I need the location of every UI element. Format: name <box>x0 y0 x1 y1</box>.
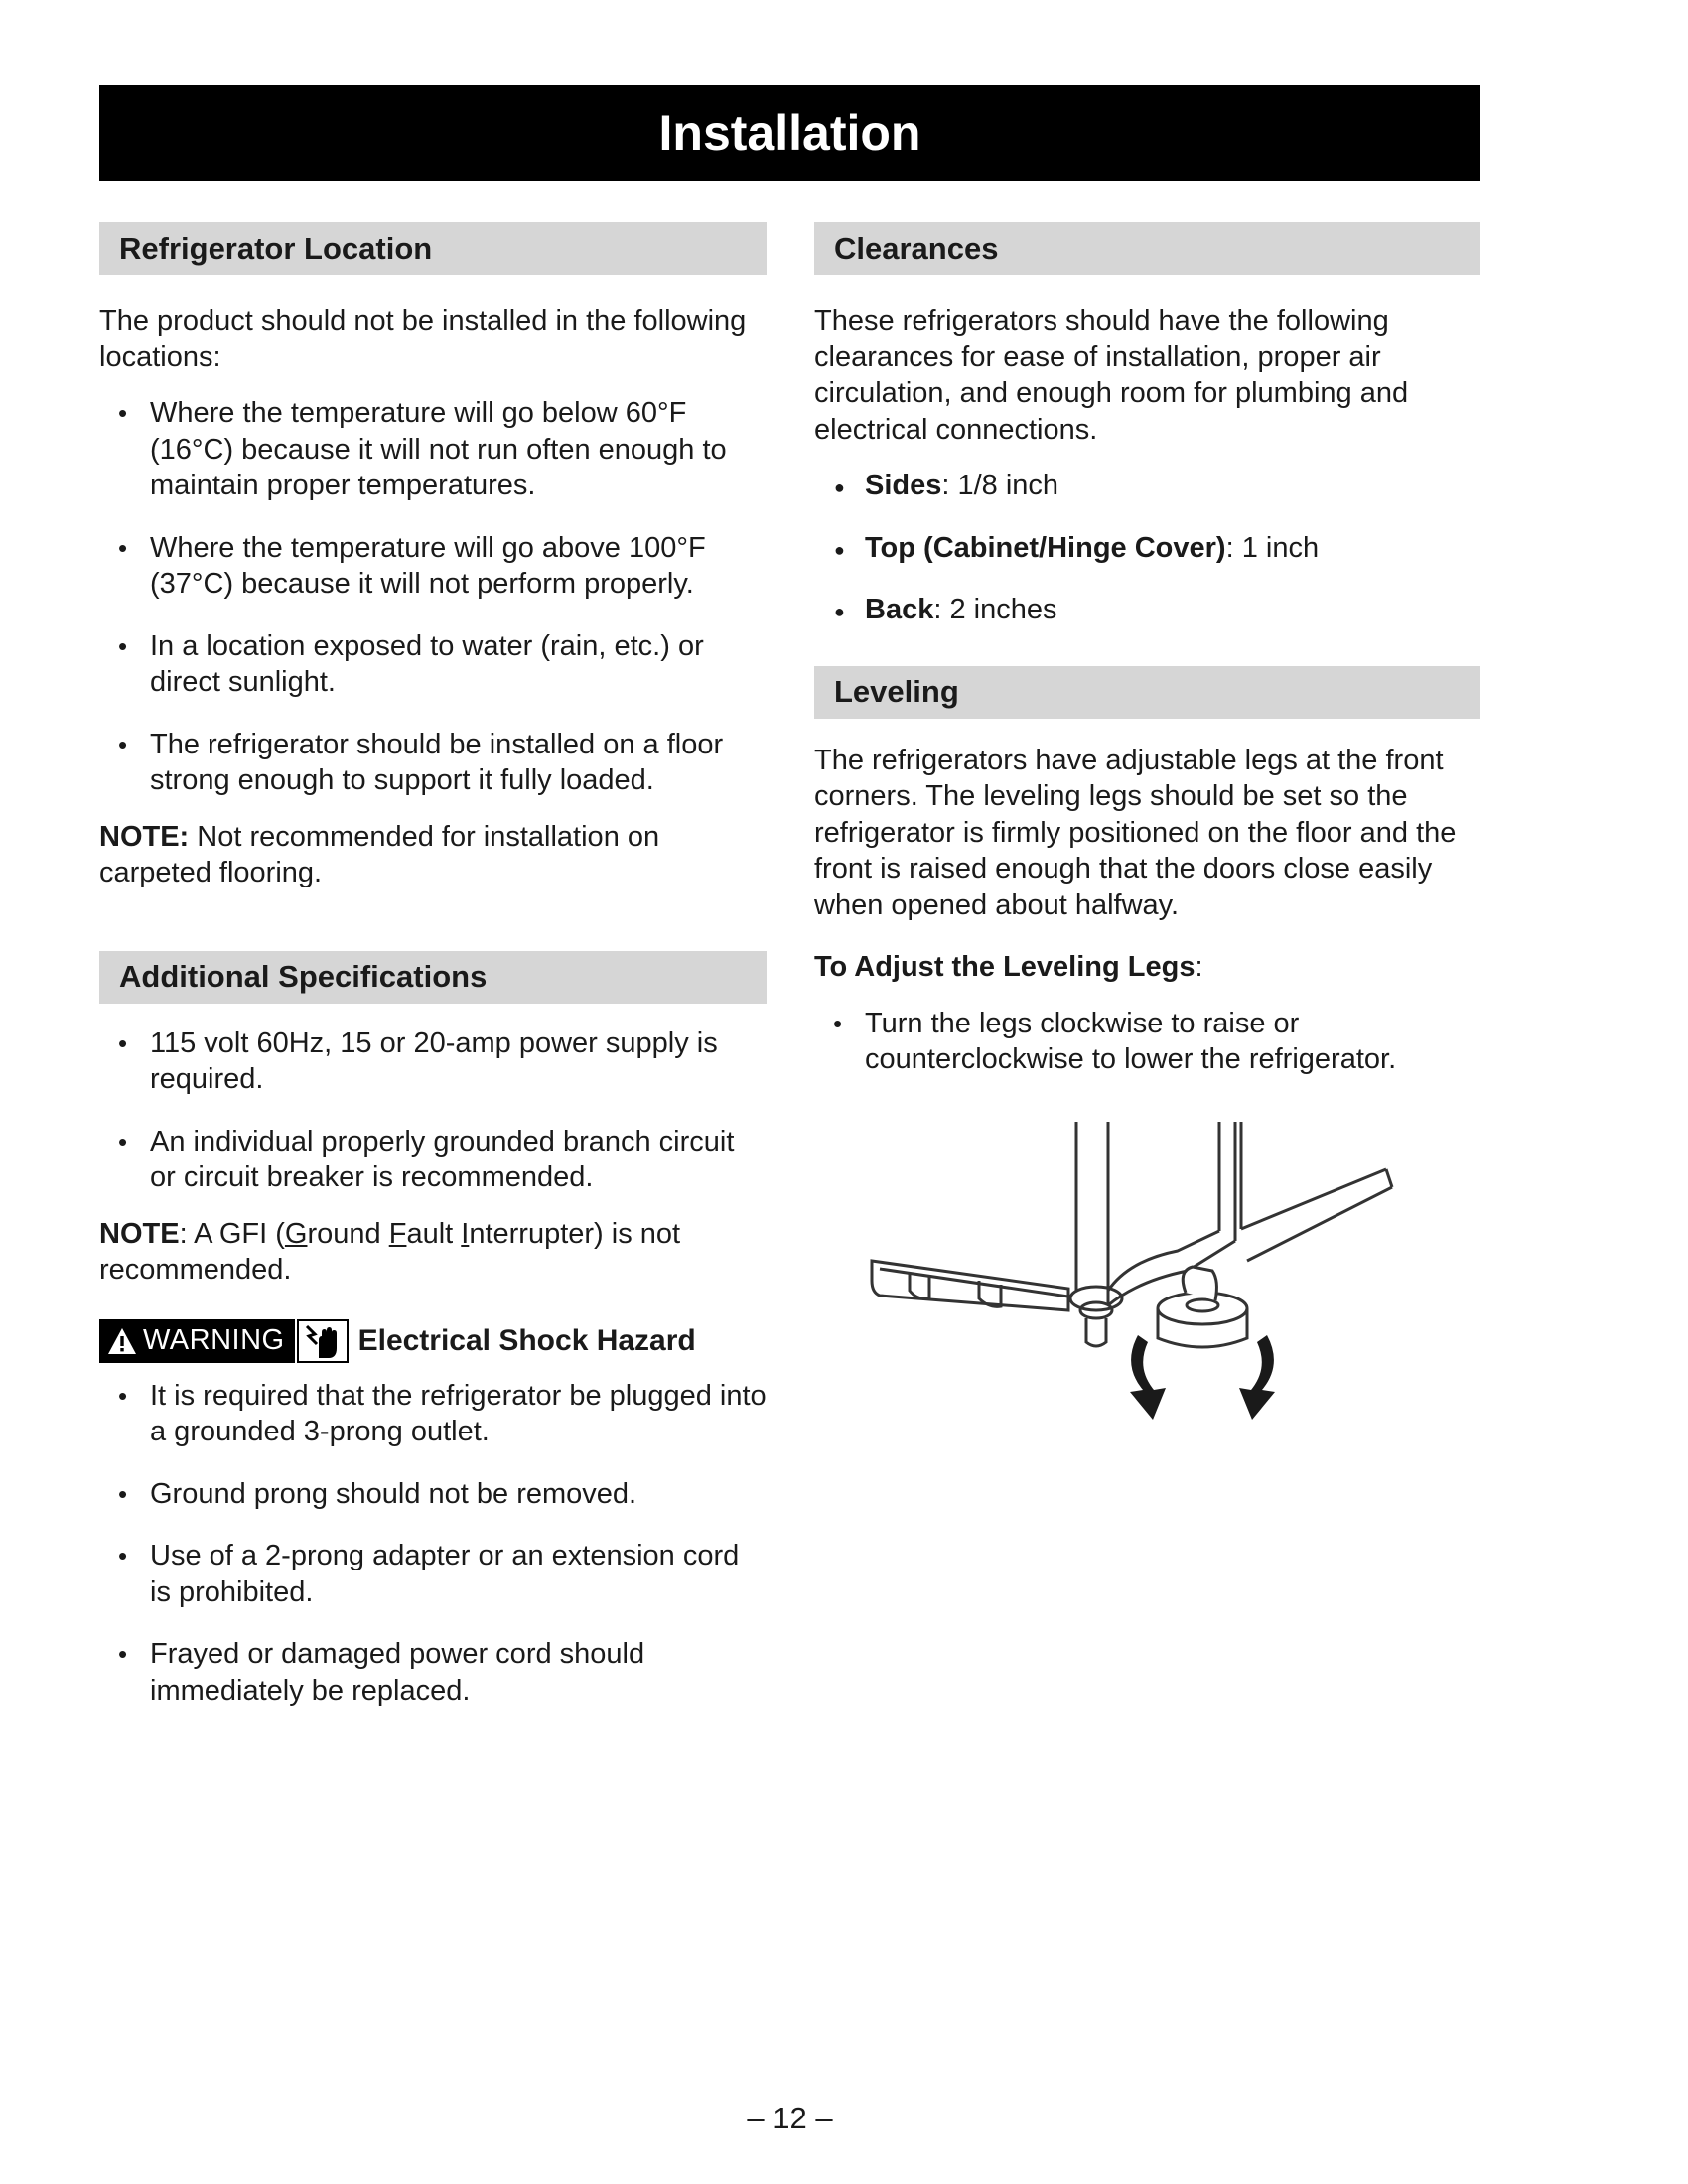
subheading-label: To Adjust the Leveling Legs <box>814 951 1196 983</box>
page-number: – 12 – <box>747 2101 833 2135</box>
note-text: G <box>284 1217 308 1250</box>
clearance-label: Sides <box>865 470 942 501</box>
clearance-label: Back <box>865 594 934 625</box>
page-title: Installation <box>658 105 921 161</box>
clearance-label: Top (Cabinet/Hinge Cover) <box>865 531 1226 564</box>
list-item: • In a location exposed to water (rain, etc.) or direct sunlight. <box>99 628 767 701</box>
clearance-item-sides <box>814 468 1480 504</box>
list-item: • Frayed or damaged power cord should immediately be replaced. <box>99 1636 767 1708</box>
note-text: round <box>307 1217 389 1250</box>
clearance-value: : 2 inches <box>933 594 1057 625</box>
warning-triangle-icon <box>107 1327 137 1355</box>
list-item: • An individual properly grounded branch circuit or circuit breaker is recommended. <box>99 1124 767 1196</box>
leveling-intro: The refrigerators have adjustable legs at the front corners. The leveling legs should be set so the refrigerator is firmly positioned on the floor and the front is raised enough that the doors close easily when opened about halfway. <box>814 744 1457 921</box>
location-note <box>99 819 767 891</box>
note-label: NOTE: <box>99 820 190 853</box>
section-heading-clearances: Clearances <box>814 222 1480 275</box>
note-text: : A GFI ( <box>179 1217 285 1250</box>
clearance-value: : 1/8 inch <box>941 470 1059 501</box>
list-item: • Turn the legs clockwise to raise or counterclockwise to lower the refrigerator. <box>814 1006 1480 1078</box>
note-text: I <box>461 1217 470 1250</box>
leveling-leg-illustration <box>870 1122 1398 1449</box>
note-label: NOTE <box>99 1217 180 1250</box>
location-intro: The product should not be installed in the following locations: <box>99 305 747 373</box>
clearance-value: : 1 inch <box>1225 531 1320 564</box>
list-item: • Where the temperature will go below 60°F (16°C) because it will not run often enough to maintain proper temperatures. <box>99 395 767 504</box>
gfi-note <box>99 1216 767 1289</box>
clearance-item-back <box>814 592 1480 628</box>
section-heading-additional-specifications: Additional Specifications <box>99 951 767 1004</box>
location-list <box>99 395 767 799</box>
list-item: • The refrigerator should be installed on a floor strong enough to support it fully loaded. <box>99 727 767 799</box>
warning-label: WARNING <box>143 1324 285 1356</box>
warning-title: Electrical Shock Hazard <box>357 1323 696 1357</box>
note-text: nterrupter) is not recommended. <box>99 1217 681 1286</box>
electrical-shock-hand-icon <box>297 1319 349 1363</box>
warning-list <box>99 1378 767 1709</box>
clearance-item-top <box>814 530 1480 567</box>
page-title-banner <box>99 85 1480 181</box>
leveling-subheading <box>814 949 1480 986</box>
note-text: ault <box>406 1217 462 1250</box>
leveling-list <box>814 1006 1480 1078</box>
note-text: F <box>388 1217 407 1250</box>
left-column <box>99 222 767 1734</box>
right-column <box>814 222 1480 1104</box>
specifications-list <box>99 1025 767 1196</box>
clearances-list <box>814 468 1480 628</box>
section-heading-leveling: Leveling <box>814 666 1480 719</box>
list-item: • Use of a 2-prong adapter or an extension cord is prohibited. <box>99 1538 767 1610</box>
note-text: Not recommended for installation on carpeted flooring. <box>99 820 660 888</box>
warning-badge <box>99 1319 295 1363</box>
clearances-intro: These refrigerators should have the following clearances for ease of installation, proper air circulation, and enough room for plumbing and electrical connections. <box>814 305 1409 446</box>
list-item: • Ground prong should not be removed. <box>99 1476 767 1513</box>
section-heading-refrigerator-location: Refrigerator Location <box>99 222 767 275</box>
warning-header <box>99 1318 767 1364</box>
list-item: • Where the temperature will go above 100°F (37°C) because it will not perform properly. <box>99 530 767 603</box>
list-item: • 115 volt 60Hz, 15 or 20-amp power supply is required. <box>99 1025 767 1098</box>
subheading-suffix: : <box>1195 951 1203 983</box>
list-item: • It is required that the refrigerator be plugged into a grounded 3-prong outlet. <box>99 1378 767 1450</box>
